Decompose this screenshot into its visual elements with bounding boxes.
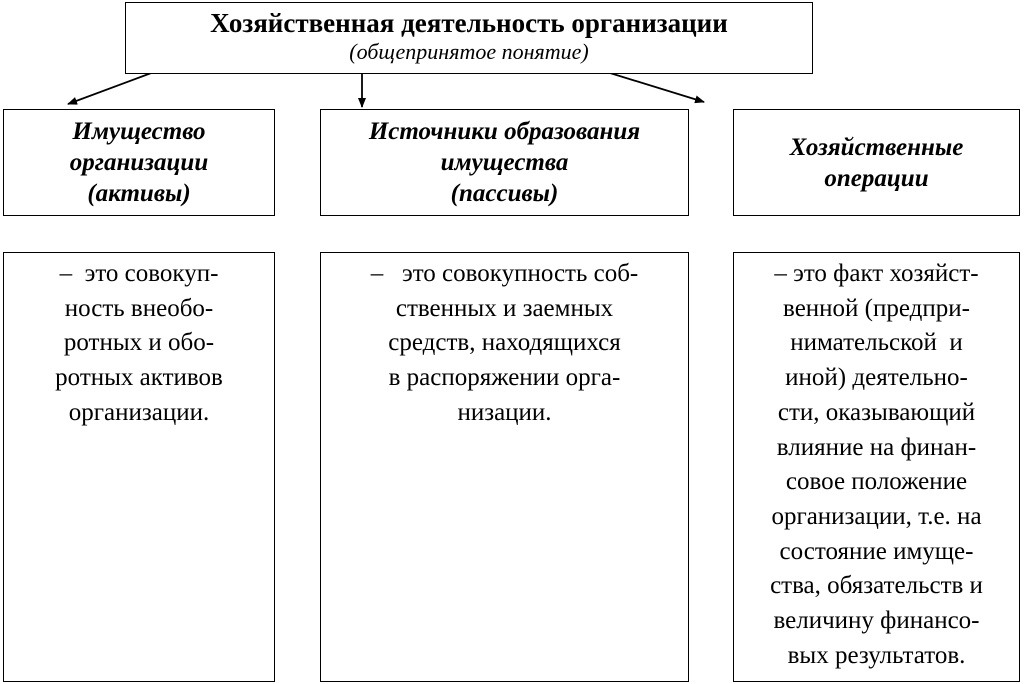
main-concept-title: Хозяйственная деятельность организации: [210, 8, 728, 38]
header-line: Источники образования: [368, 118, 641, 145]
header-line: операции: [824, 164, 929, 192]
header-line: (активы): [87, 180, 191, 207]
operations-header-box: [733, 109, 1020, 216]
description-line: иной) деятельно-: [785, 364, 968, 392]
description-line: состояние имуще-: [779, 537, 974, 565]
description-line: ства, обязательств и: [770, 572, 983, 600]
description-line: ственных и заемных: [395, 294, 614, 322]
description-line: – это факт хозяйст-: [774, 260, 979, 287]
liabilities-header-box: [320, 109, 689, 216]
assets-description-box: [3, 252, 275, 682]
description-line: организации.: [68, 398, 210, 426]
operations-description-box: [733, 252, 1020, 682]
header-line: организации: [69, 149, 209, 176]
arrow-to-assets: [68, 69, 162, 104]
description-line: низации.: [457, 398, 552, 426]
description-line: совое положение: [785, 468, 968, 496]
description-line: величину финансо-: [773, 607, 980, 635]
description-line: влияние на финан-: [776, 433, 977, 461]
description-line: – это совокуп-: [59, 260, 219, 287]
description-line: сти, оказывающий: [777, 398, 976, 426]
description-line: – это совокупность соб-: [370, 260, 639, 287]
description-line: средств, находящихся: [388, 329, 621, 357]
operations-header-text: [790, 132, 964, 194]
liabilities-header-text: [369, 116, 640, 209]
header-line: Хозяйственные: [789, 133, 964, 161]
description-line: ротных и обо-: [63, 329, 215, 357]
description-line: нимательской и: [790, 329, 963, 357]
description-line: ность внеобо-: [64, 294, 214, 322]
description-line: в распоряжении орга-: [388, 364, 621, 392]
description-line: венной (предпри-: [783, 294, 970, 322]
assets-header-box: [3, 109, 275, 216]
header-line: Имущество: [72, 118, 206, 145]
header-line: (пассивы): [450, 180, 559, 207]
liabilities-description-box: [320, 252, 689, 682]
description-line: вых результатов.: [787, 641, 966, 669]
description-line: организации, т.е. на: [771, 502, 982, 530]
description-line: ротных активов: [55, 364, 223, 392]
main-concept-box: [125, 2, 813, 74]
assets-header-text: [70, 116, 208, 209]
main-concept-subtitle: (общепринятое понятие): [349, 39, 589, 64]
header-line: имущества: [440, 149, 569, 176]
